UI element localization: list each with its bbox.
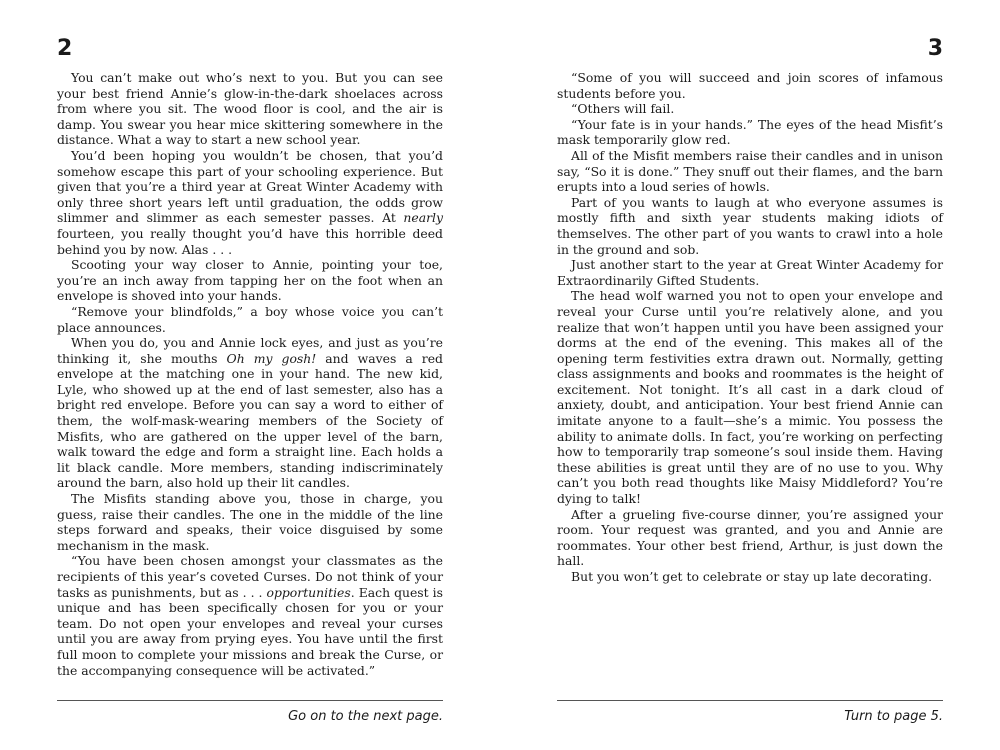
footer-divider [557, 700, 943, 701]
left-page [57, 0, 443, 750]
body-text [557, 70, 943, 585]
paragraph: After a grueling five-course dinner, you’re assigned your room. Your request was granted, and you and Annie are roommates. Your other best friend, Arthur, is just down the hall. [557, 506, 943, 569]
paragraph: You can’t make out who’s next to you. But you can see your best friend Annie’s glow-in-the-dark shoelaces across from where you sit. The wood floor is cool, and the air is damp. You swear you hear mice skittering somewhere in the distance. What a way to start a new school year. [57, 70, 443, 148]
paragraph: Scooting your way closer to Annie, pointing your toe, you’re an inch away from tapping her on the foot when an envelope is shoved into your hands. [57, 257, 443, 304]
footer-instruction: Go on to the next page. [288, 709, 443, 724]
emphasis: opportunities [266, 584, 351, 600]
emphasis: nearly [403, 210, 443, 226]
body-text [57, 70, 443, 678]
paragraph: “Your fate is in your hands.” The eyes of the head Misfit’s mask temporarily glow red. [557, 116, 943, 148]
paragraph: You’d been hoping you wouldn’t be chosen, that you’d somehow escape this part of your schooling experience. But given that you’re a third year at Great Winter Academy with only three short years left until graduation, the odds grow slimmer and slimmer as each semester passes. At nearly fourteen, you really thought you’d have this horrible deed behind you by now. Alas . . . [57, 147, 443, 257]
page-number: 2 [57, 36, 73, 61]
paragraph: “Some of you will succeed and join scores of infamous students before you. [557, 70, 943, 101]
paragraph: All of the Misfit members raise their candles and in unison say, “So it is done.” They snuff out their flames, and the barn erupts into a loud series of howls. [557, 147, 943, 195]
paragraph: Part of you wants to laugh at who everyone assumes is mostly fifth and sixth year students making idiots of themselves. The other part of you wants to crawl into a hole in the ground and sob. [557, 194, 943, 257]
footer-divider [57, 700, 443, 701]
paragraph: “Remove your blindfolds,” a boy whose voice you can’t place announces. [57, 303, 443, 335]
paragraph: “Others will fail. [571, 101, 675, 117]
paragraph: The Misfits standing above you, those in charge, you guess, raise their candles. The one in the middle of the line steps forward and speaks, their voice disguised by some mechanism in the mask. [57, 491, 443, 553]
page-number: 3 [927, 36, 943, 61]
paragraph: “You have been chosen amongst your classmates as the recipients of this year’s coveted Curses. Do not think of your tasks as punishments, but as . . . opportunities. Each quest is unique and has been specifically chosen for you or your team. Do not open your envelopes and reveal your curses until you are away from prying eyes. You have until the first full moon to complete your missions and break the Curse, or the accompanying consequence will be activated.” [57, 553, 443, 678]
paragraph: The head wolf warned you not to open your envelope and reveal your Curse until you’re relatively alone, and you realize that won’t happen until you have been assigned your dorms at the end of the evening. This makes all of the opening term festivities extra drawn out. Normally, getting class assignments and books and roommates is the height of excitement. Not tonight. It’s all cast in a dark cloud of anxiety, doubt, and anticipation. Your best friend Annie can imitate anyone to a fault—she’s a mimic. You possess the ability to animate dolls. In fact, you’re working on perfecting how to temporarily trap someone’s soul inside them. Having these abilities is great until they are of no use to you. Why can’t you both read thoughts like Maisy Middleford? You’re dying to talk! [557, 288, 943, 507]
paragraph: When you do, you and Annie lock eyes, and just as you’re thinking it, she mouths Oh my gosh! and waves a red envelope at the matching one in your hand. The new kid, Lyle, who showed up at the end of last semester, also has a bright red envelope. Before you can say a word to either of them, the wolf-mask-wearing members of the Society of Misfits, who are gathered on the upper level of the barn, walk toward the edge and form a straight line. Each holds a lit black candle. More members, standing indiscriminately around the barn, also hold up their lit candles. [57, 335, 443, 491]
right-page [557, 0, 943, 750]
paragraph: Just another start to the year at Great Winter Academy for Extraordinarily Gifted Students. [557, 257, 943, 288]
emphasis: Oh my gosh! [226, 350, 317, 366]
paragraph: But you won’t get to celebrate or stay up late decorating. [571, 569, 933, 584]
footer-instruction: Turn to page 5. [844, 709, 943, 724]
